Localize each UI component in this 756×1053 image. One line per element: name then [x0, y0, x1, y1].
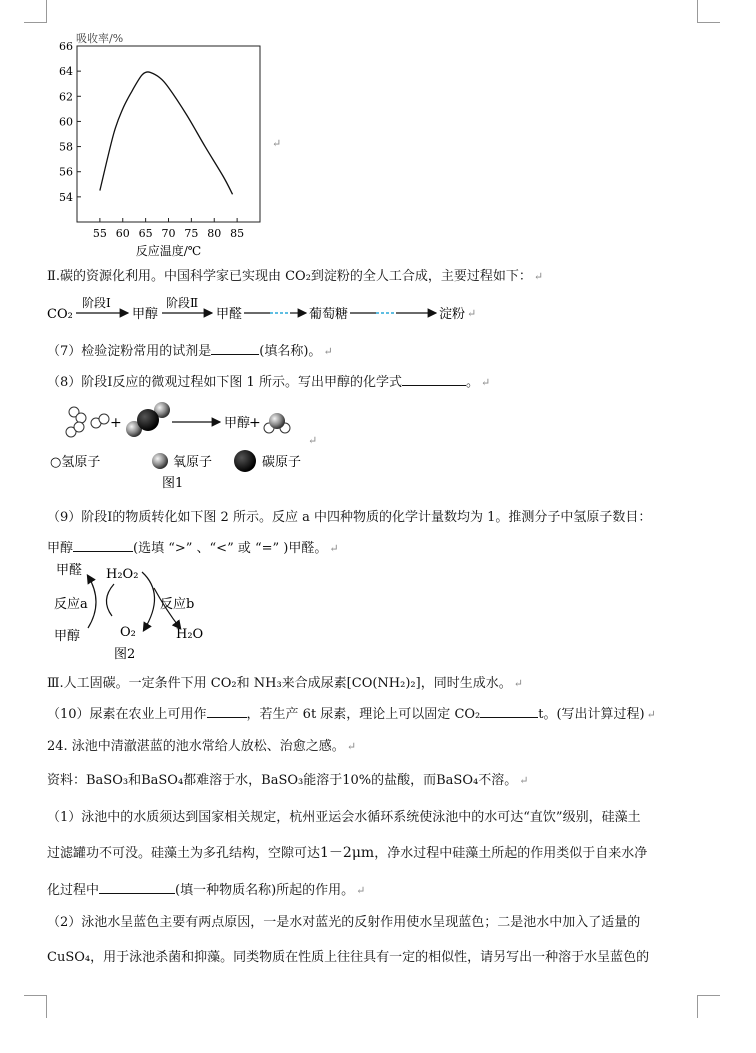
pathway-formaldehyde: 甲醛 [216, 307, 243, 322]
legend-oxygen: 氧原子 [173, 455, 213, 470]
y-tick-label: 66 [59, 40, 73, 53]
paragraph-mark: ↵ [272, 137, 282, 150]
series-line [100, 72, 233, 194]
reference-info: 资料：BaSO₃和BaSO₄都难溶于水，BaSO₃能溶于10%的盐酸，而BaSO₄不溶。 ↵ [47, 773, 529, 788]
corner-mark-bottom-right [697, 995, 720, 1018]
pathway-methanol: 甲醇 [132, 307, 159, 322]
x-tick-label: 80 [207, 227, 222, 240]
question-9-line-2: 甲醇 (选填 “>” 、“<” 或 “=” )甲醛。 ↵ [47, 541, 339, 556]
pathway-glucose: 葡萄糖 [309, 307, 349, 322]
figure-1-caption: 图1 [162, 476, 184, 491]
legend-carbon: 碳原子 [262, 455, 302, 470]
fig2-reaction-b: 反应b [160, 597, 195, 612]
pore-size-range: 1－2μm [320, 845, 375, 861]
fig2-methanol: 甲醇 [54, 629, 81, 644]
section-3-heading: Ⅲ.人工固碳。一定条件下用 CO₂和 NH₃来合成尿素[CO(NH₂)₂]，同时生成水。 ↵ [47, 676, 523, 691]
pathway-stage-2: 阶段Ⅱ [166, 296, 199, 310]
part-1-line-1: （1）泳池中的水质须达到国家相关规定，杭州亚运会水循环系统使泳池中的水可达“直饮”级别，硅藻土 [47, 810, 641, 825]
answer-blank-7[interactable] [211, 342, 259, 355]
plot-frame [77, 46, 260, 222]
y-tick-label: 58 [59, 140, 73, 154]
answer-blank-24-1[interactable] [99, 881, 175, 894]
svg-text:↵: ↵ [308, 434, 318, 447]
part-1-line-3: 化过程中 (填一种物质名称)所起的作用。 ↵ [47, 883, 366, 898]
x-tick-label: 55 [92, 227, 107, 240]
legend-carbon-icon [234, 450, 256, 472]
fig1-product-methanol: 甲醇 [224, 416, 251, 431]
y-tick-label: 62 [59, 90, 73, 104]
x-tick-label: 70 [161, 227, 176, 240]
y-axis-label: 吸收率/% [76, 32, 124, 45]
reaction-plus-2: + [249, 415, 261, 431]
question-8: （8）阶段Ⅰ反应的微观过程如下图 1 所示。写出甲醇的化学式 。 ↵ [47, 375, 491, 390]
section-2-text: Ⅱ.碳的资源化利用。中国科学家已实现由 CO₂到淀粉的全人工合成，主要过程如下： [47, 269, 532, 284]
corner-mark-bottom-left [24, 995, 47, 1018]
figure-2-cycle [50, 560, 220, 664]
fig2-h2o2: H₂O₂ [106, 567, 139, 582]
figure-2-caption: 图2 [114, 647, 136, 662]
answer-blank-10b[interactable] [480, 705, 538, 718]
h2o-molecule [264, 413, 290, 433]
co2-molecule [126, 402, 170, 437]
x-tick-label: 65 [138, 227, 153, 240]
pathway-stage-1: 阶段Ⅰ [82, 296, 111, 310]
svg-text:↵: ↵ [467, 307, 477, 320]
x-axis-label: 反应温度/℃ [135, 244, 202, 258]
question-7: （7）检验淀粉常用的试剂是 (填名称)。 ↵ [47, 344, 333, 359]
h2-molecules [66, 407, 109, 437]
figure-1-reaction [44, 398, 334, 492]
legend-oxygen-icon [152, 453, 168, 469]
question-24-heading: 24. 泳池中清澈湛蓝的池水常给人放松、治愈之感。 ↵ [47, 739, 357, 754]
synthesis-pathway [44, 292, 484, 326]
x-tick-label: 75 [184, 227, 199, 240]
corner-mark-top-left [24, 0, 47, 23]
fig2-h2o: H₂O [176, 627, 204, 642]
answer-blank-9[interactable] [73, 539, 133, 552]
y-tick-label: 60 [59, 115, 73, 129]
x-tick-label: 60 [115, 227, 130, 240]
part-2-line-1: （2）泳池水呈蓝色主要有两点原因，一是水对蓝光的反射作用使水呈现蓝色；二是池水中加入了适量的 [47, 915, 641, 930]
y-tick-label: 56 [59, 165, 73, 179]
part-1-line-2: 过滤罐功不可没。硅藻土为多孔结构，空隙可达1－2μm，净水过程中硅藻土所起的作用类似于自来水净 [47, 845, 648, 861]
absorption-rate-chart [40, 30, 300, 260]
legend-hydrogen: ○氢原子 [50, 455, 101, 470]
corner-mark-top-right [697, 0, 720, 23]
y-tick-label: 64 [59, 65, 73, 79]
question-9-line-1: （9）阶段Ⅰ的物质转化如下图 2 所示。反应 a 中四种物质的化学计量数均为 1。推测分子中氢原子数目： [47, 510, 652, 525]
answer-blank-10a[interactable] [207, 705, 247, 718]
pathway-starch: 淀粉 [439, 307, 466, 322]
fig2-formaldehyde: 甲醛 [56, 563, 83, 578]
y-tick-label: 54 [59, 190, 73, 204]
section-2-heading: Ⅱ.碳的资源化利用。中国科学家已实现由 CO₂到淀粉的全人工合成，主要过程如下： ↵ [47, 269, 544, 284]
answer-blank-8[interactable] [402, 373, 466, 386]
question-10: （10）尿素在农业上可用作 ，若生产 6t 尿素，理论上可以固定 CO₂ t。(写出计算过程) ↵ [47, 707, 656, 722]
x-tick-label: 85 [230, 227, 245, 240]
part-2-line-2: CuSO₄，用于泳池杀菌和抑藻。同类物质在性质上往往具有一定的相似性，请另写出一种溶于水呈蓝色的 [47, 950, 650, 965]
pathway-co2: CO₂ [47, 307, 73, 322]
fig2-reaction-a: 反应a [54, 597, 88, 612]
fig2-o2: O₂ [120, 625, 136, 640]
reaction-plus-1: + [110, 415, 122, 431]
